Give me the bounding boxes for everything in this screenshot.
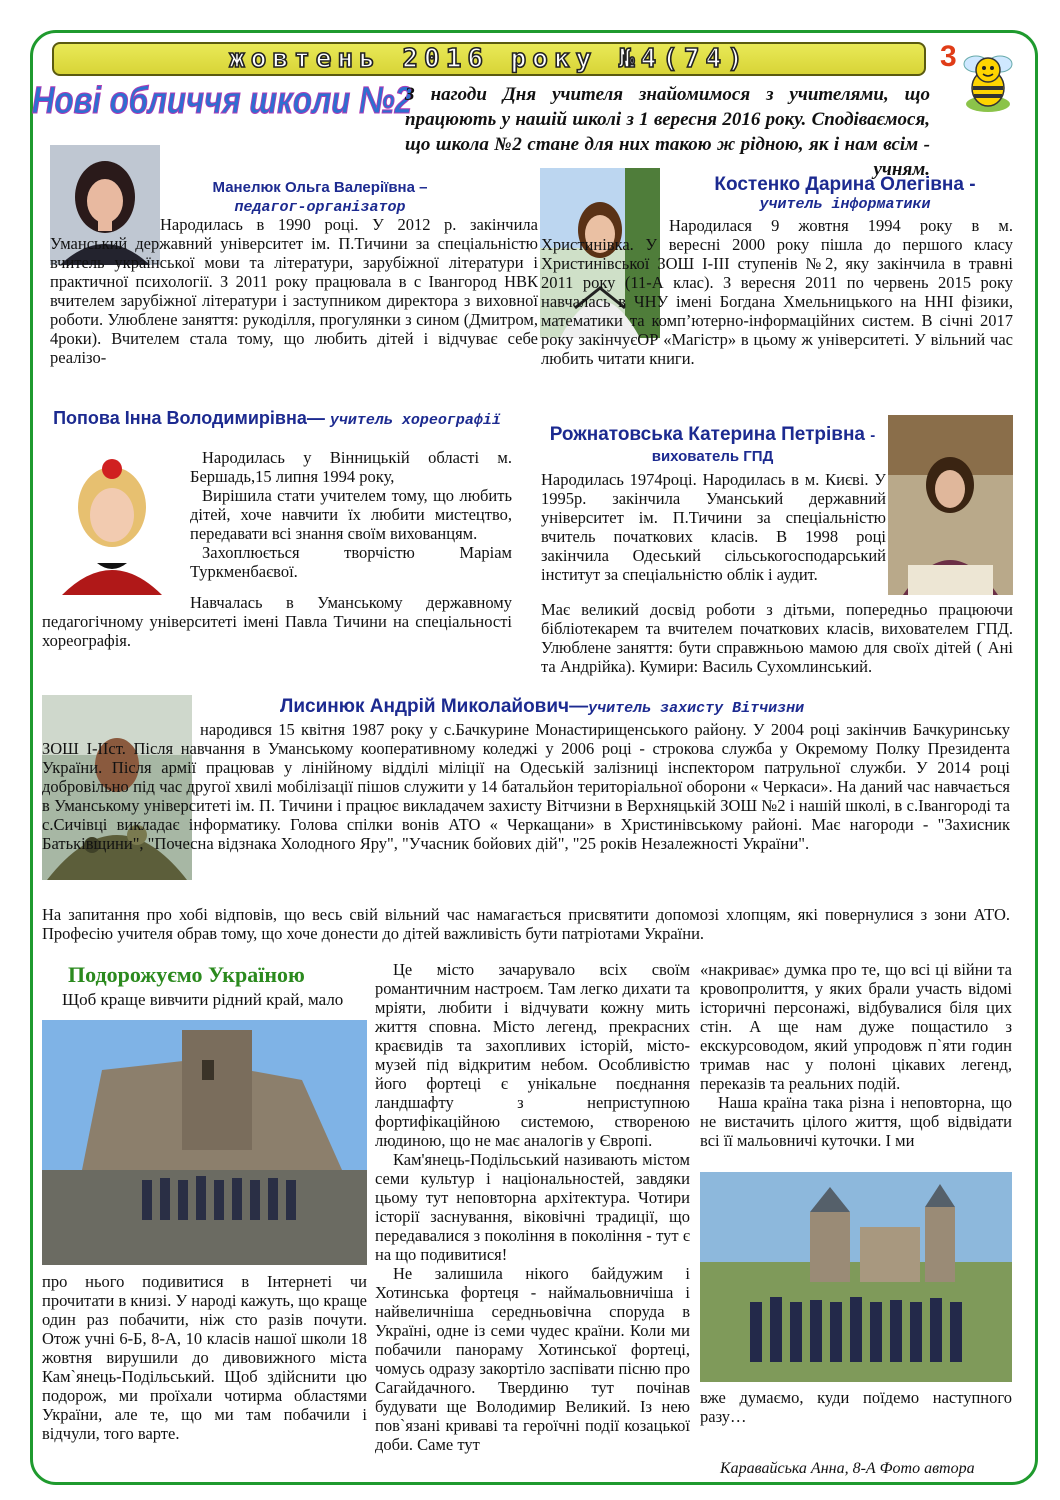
travel-col2-p1: Це місто зачарувало всіх своїм романтичним настроєм. Там легко дихати та мріяти, любити і відчувати кожну мить життя сповна. Місто легенд, прекрасних краєвидів та захопливих історій, місто-музей під відкритим небом. Особливістю його фортеці є унікальне поєднання ландшафту з неприступною фортифікаційною системою, створеною людиною, що не має аналогів у Європі. xyxy=(375,960,690,1150)
photo-rozhnatovska xyxy=(888,415,1013,595)
travel-col3 xyxy=(700,960,1012,1150)
role-popova: учитель хореографії xyxy=(329,412,501,429)
travel-col2 xyxy=(375,960,690,1454)
bio-popova-1 xyxy=(190,448,512,581)
role-kostenko: учитель інформатики xyxy=(759,196,931,213)
name-lysynyuk xyxy=(280,697,1010,719)
name-manelyuk-text: Манелюк Ольга Валеріївна – xyxy=(212,179,428,196)
bee-mascot-icon xyxy=(958,42,1018,122)
name-kostenko xyxy=(670,175,1020,215)
bio-lysynyuk xyxy=(42,720,1010,900)
travel-col2-p2: Кам'янець-Подільський називають містом семи культур і національностей, завдяки цьому тут неповторна архітектура. Чотири історії заснування, віковічні традиції, що передавалися з покоління в покоління - тут є на що подивитися! xyxy=(375,1150,690,1264)
bio-rozhnatovska-p2: Має великий досвід роботи з дітьми, попередньо працюючи бібліотекарем та вчителем початкових класів, вихователем ГПД. Улюблене заняття: бути справжньою мамою для своїх дітей ( Ані та Андрійка). Кумири: Василь Сухомлинський. xyxy=(541,600,1013,676)
name-popova-text: Попова Інна Володимирівна— xyxy=(53,408,325,428)
page-number: 3 xyxy=(940,40,957,73)
issue-text: жовтень 2016 року №4(74) xyxy=(229,44,749,74)
name-rozhnatovska-text: Рожнатовська Катерина Петрівна xyxy=(549,424,866,445)
photo-kamianets xyxy=(42,1020,367,1265)
issue-banner xyxy=(52,42,926,76)
bio-lysynyuk-p2: На запитання про хобі відповів, що весь свій вільний час намагається присвятити допомозі хлопцям, які повернулися з зони АТО. Професію учителя обрав тому, що хоче донести до дітей важливість бути патріотами України. xyxy=(42,905,1010,943)
role-manelyuk: педагог-організатор xyxy=(234,199,406,216)
travel-title: Подорожуємо Україною xyxy=(68,962,305,987)
name-lysynyuk-text: Лисинюк Андрій Миколайович— xyxy=(280,696,589,717)
intro-text: З нагоди Дня учителя знайомимося з учителями, що працюють у нашій школі з 1 вересня 2016 року. Сподіваємося, що школа №2 стане для них такою ж рідною, як і нам всім - учням. xyxy=(405,84,930,180)
bio-popova-p3: Захоплюється творчістю Маріам Туркменбаєвої. xyxy=(190,543,512,581)
bio-lysynyuk-p1: народився 15 квітня 1987 року у с.Бачкурине Монастирищенського району. У 2004 році закінчив Бачкуринську ЗОШ І-ІІст. Після навчання в Уманському кооперативному коледжі у 2006 році - строкова служба у Окремому Полку Президента України. Після армії працював у лінійному відділі міліції на Одеській залізниці інспектором патрульної служби. У 2014 році добровільно під час другої хвилі мобілізації пішов служити у 14 батальйон територіальної оборони « Черкаси». На даний час навчається в Уманському університеті ім. П. Тичини і працює викладачем захисту Вітчизни в Верхняцькій ЗОШ №2 і нашій школі, в с.Івангороді та с.Сичівці викладає інформатику. Голова спілки вонів АТО « Черкащани» в Христинівському районі. Має нагороди - "Захисник Батьківщини", "Почесна відзнака Холодного Яру", "Учасник бойових дій", "25 років Незалежності України". xyxy=(42,720,1010,853)
travel-col1: про нього подивитися в Інтернеті чи прочитати в книзі. У народі кажуть, що краще один раз побачити, ніж сто разів почути. Отож учні 6-Б, 8-А, 10 класів нашої школи 18 жовтня вирушили до дивовижного міста Кам`янець-Подільський. Щоб здійснити цю подорож, ми проїхали чотирма областями України, але те, що ми там побачили і відчули, того варте. xyxy=(42,1272,367,1443)
travel-col2-p3: Не залишила нікого байдужим і Хотинська фортеця - наймальовничіша і найвеличніша середньовічна споруда в Україні, одне із семи чудес країни. Коли ми побачили панораму Хотинської фортеці, чомусь одразу закортіло заспівати пісню про Сагайдачного. Твердиню тут почінав будувати ще Володимир Великий. Із нею пов`язані криваві та героїчні події козацької доби. Саме тут xyxy=(375,1264,690,1454)
travel-col3-end: вже думаємо, куди поїдемо наступного разу… xyxy=(700,1388,1012,1426)
signature: Каравайська Анна, 8-А Фото автора xyxy=(720,1460,975,1477)
bio-rozhnatovska-p1: Народилась 1974році. Народилась в м. Києві. У 1995р. закінчила Уманський державний університет ім. П.Тичини за спеціальністю вчитель початкових класів. В 1998 році закінчила Одеський сільськогосподарський інститут за спеціальністю облік і аудит. xyxy=(541,470,886,584)
name-rozhnatovska xyxy=(540,425,885,467)
name-manelyuk xyxy=(170,178,470,218)
bio-popova-p1: Народилась у Вінницькій області м. Бершадь,15 липня 1994 року, xyxy=(190,448,512,486)
travel-col3-p2: Наша країна така різна і неповторна, що не вистачить цілого життя, щоб відвідати всі її мальовничі куточки. І ми xyxy=(700,1093,1012,1150)
name-kostenko-text: Костенко Дарина Олегівна - xyxy=(714,174,976,195)
photo-popova xyxy=(42,445,182,595)
bio-kostenko: Народилася 9 жовтня 1994 року в м. Христинівка. У вересні 2000 року пішла до першого класу Христинівської ЗОШ І-ІІІ ступенів №2, яку закінчила в травні 2011 року (11-А клас). З вересня 2011 по червень 2015 року навчалась в ЧНУ імені Богдана Хмельницького на ННІ фізики, математики та комп’ютерно-інформаційних систем. В січні 2017 року закінчуєОР «Магістр» в цьому ж університеті. У вільний час любить читати книги. xyxy=(541,216,1013,368)
bio-manelyuk: Народилась в 1990 році. У 2012 р. закінчила Уманський державний університет ім. П.Тичини за спеціальністю вчитель української мови та літератури, зарубіжної літератури і практичної психології. З 2011 року працювала в с Івангород НВК вчителем зарубіжної літератури і заступником директора з виховної роботи. Улюблене заняття: рукоділля, прогулянки з сином (Дмитром, 4роки). Вчителем стала тому, що любить дітей і відчуває себе реалізо- xyxy=(50,215,538,367)
travel-lead: Щоб краще вивчити рідний край, мало xyxy=(62,990,344,1009)
name-popova xyxy=(42,408,512,431)
photo-khotyn xyxy=(700,1172,1012,1382)
page-title: Нові обличчя школи №2 xyxy=(32,80,412,122)
role-rozhnatovska: - вихователь ГПД xyxy=(651,427,876,465)
bio-popova-p4: Навчалась в Уманському державному педагогічному університеті імені Павла Тичини на спеціальності хореографія. xyxy=(42,593,512,650)
bio-popova-p2: Вирішила стати учителем тому, що любить дітей, хоче навчити їх любити мистецтво, передавати всі знання своїм вихованцям. xyxy=(190,486,512,543)
role-lysynyuk: учитель захисту Вітчизни xyxy=(588,700,805,717)
travel-col3-p1: «накриває» думка про те, що всі ці війни та кровопролиття, у яких брали участь відомі історичні персонажі, відбувалися біля цих стін. А ще нам дуже пощастило з екскурсоводом, який упродовж п`яти годин тримав нас у полоні цікавих легенд, переказів та реальних подій. xyxy=(700,960,1012,1093)
